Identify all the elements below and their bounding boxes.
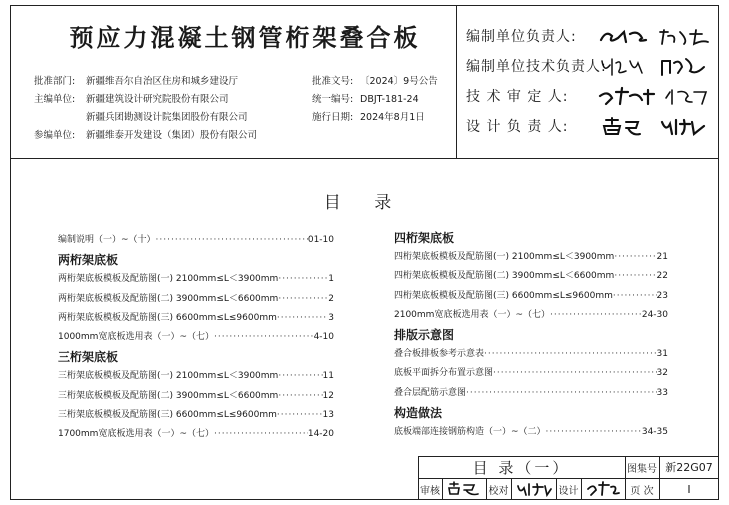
header-divider — [10, 158, 719, 159]
toc-entry[interactable] — [58, 309, 334, 328]
meta-left — [34, 73, 257, 145]
toc-entry-title: 底板端部连接钢筋构造（一）~（二） — [394, 427, 546, 438]
toc-leader-dots — [466, 384, 657, 403]
role-row — [466, 52, 716, 82]
toc-entry-title: 三桁架底板模板及配筋图(三) 6600mm≤L≤9600mm — [58, 410, 277, 421]
toc-entry[interactable] — [394, 423, 668, 442]
toc-page-number: 3 — [328, 312, 334, 323]
toc-leader-dots — [614, 248, 656, 267]
toc-leader-dots — [493, 364, 657, 383]
meta-row — [34, 73, 257, 91]
page-number: I — [687, 482, 691, 496]
toc-leader-dots — [156, 231, 308, 250]
design-label: 设计 — [558, 485, 579, 497]
signature-image — [515, 481, 553, 497]
toc-leader-dots — [214, 425, 308, 444]
toc-section-heading: 构造做法 — [394, 406, 443, 421]
review-label: 审核 — [420, 485, 440, 497]
signature-image — [598, 55, 716, 79]
toc-page-number: 13 — [322, 410, 334, 421]
signature-image — [598, 26, 716, 48]
toc-heading: 目 录 — [323, 193, 406, 213]
meta-row — [34, 91, 257, 109]
toc-section-heading: 排版示意图 — [394, 328, 455, 343]
toc-leader-dots — [214, 328, 314, 347]
toc-entry[interactable] — [394, 384, 668, 403]
title-block — [418, 456, 719, 500]
toc-entry[interactable] — [58, 290, 334, 309]
toc-leader-dots — [278, 270, 328, 289]
toc-page-number: 31 — [656, 349, 668, 360]
toc-entry[interactable] — [58, 231, 334, 250]
meta-value: 新疆建筑设计研究院股份有限公司 — [86, 94, 229, 105]
meta-label: 批准文号: — [312, 76, 354, 87]
meta-value: DBJT-181-24 — [360, 94, 419, 105]
signature-image — [598, 116, 716, 138]
toc-page-number: 21 — [656, 252, 668, 262]
role-row — [466, 22, 716, 52]
toc-leader-dots — [614, 267, 656, 286]
meta-row — [312, 91, 438, 109]
toc-leader-dots — [277, 309, 328, 328]
toc-page-number: 01-10 — [307, 235, 334, 245]
toc-section-heading: 三桁架底板 — [58, 350, 119, 365]
signature-image — [598, 86, 716, 108]
toc-leader-dots — [484, 345, 657, 364]
meta-value: 2024年8月1日 — [360, 112, 425, 123]
toc-entry-title: 四桁架底板模板及配筋图(一) 2100mm≤L＜3900mm — [394, 252, 615, 262]
toc-entry-title: 2100mm宽底板选用表（一）~（七） — [394, 309, 550, 320]
toc-entry[interactable] — [394, 345, 668, 364]
toc-entry-title: 两桁架底板模板及配筋图(二) 3900mm≤L＜6600mm — [58, 293, 279, 304]
toc-leader-dots — [613, 287, 657, 306]
meta-right — [312, 73, 438, 127]
toc-entry-title: 两桁架底板模板及配筋图(三) 6600mm≤L≤9600mm — [58, 312, 277, 323]
signature-image — [446, 481, 482, 497]
toc-page-number: 23 — [656, 290, 668, 301]
meta-label: 统一编号: — [312, 94, 354, 105]
atlas-label: 图集号 — [627, 463, 657, 475]
meta-row — [312, 109, 438, 127]
toc-entry[interactable] — [394, 287, 668, 306]
meta-label: 批准部门: — [34, 76, 76, 87]
meta-divider — [306, 70, 307, 148]
toc-entry-title: 编制说明（一）~（十） — [58, 235, 156, 245]
meta-row — [34, 127, 257, 145]
review-signature — [442, 478, 486, 500]
toc-entry[interactable] — [58, 367, 334, 386]
meta-row — [312, 73, 438, 91]
toc-page-number: 14-20 — [307, 429, 334, 440]
meta-row — [34, 109, 257, 127]
toc-entry[interactable] — [394, 248, 668, 267]
role-row — [466, 82, 716, 112]
meta-value: 新疆兵团勘测设计院集团股份有限公司 — [86, 112, 248, 123]
toc-right-column — [394, 228, 668, 442]
toc-left-column — [58, 231, 334, 445]
toc-entry-title: 1000mm宽底板选用表（一）~（七） — [58, 332, 214, 343]
toc-entry-title: 底板平面拆分布置示意图 — [394, 368, 494, 379]
toc-entry-title: 叠合板排板参考示意表 — [394, 349, 485, 360]
role-label: 技 术 审 定 人: — [466, 89, 569, 105]
toc-section-heading: 两桁架底板 — [58, 253, 119, 268]
toc-page-number: 12 — [322, 390, 334, 401]
toc-entry[interactable] — [58, 328, 334, 347]
meta-label: 主编单位: — [34, 94, 76, 105]
page-label: 页 次 — [630, 485, 654, 497]
meta-value: 〔2024〕9号公告 — [360, 76, 438, 87]
meta-label: 参编单位: — [34, 130, 76, 141]
document-title: 预应力混凝土钢管桁架叠合板 — [69, 24, 421, 52]
toc-entry-title: 叠合层配筋示意图 — [394, 387, 467, 398]
toc-entry[interactable] — [58, 425, 334, 444]
toc-page-number: 1 — [328, 274, 334, 285]
toc-section-heading: 四桁架底板 — [394, 231, 455, 245]
toc-leader-dots — [278, 387, 322, 406]
role-row — [466, 112, 716, 142]
toc-entry-title: 四桁架底板模板及配筋图(二) 3900mm≤L＜6600mm — [394, 271, 615, 282]
toc-entry[interactable] — [58, 387, 334, 406]
toc-page-number: 22 — [656, 271, 668, 282]
toc-entry-title: 四桁架底板模板及配筋图(三) 6600mm≤L≤9600mm — [394, 290, 613, 301]
toc-page-number: 34-35 — [641, 427, 668, 438]
signature-image — [585, 481, 621, 497]
toc-page-number: 24-30 — [641, 309, 668, 320]
toc-leader-dots — [277, 406, 323, 425]
meta-value: 新疆维吾尔自治区住房和城乡建设厅 — [86, 76, 239, 87]
check-label: 校对 — [488, 485, 509, 497]
meta-value: 新疆维泰开发建设（集团）股份有限公司 — [86, 130, 258, 141]
sheet-name: 目 录（一） — [472, 458, 571, 477]
header-vertical-divider — [456, 5, 457, 158]
toc-entry-title: 1700mm宽底板选用表（一）~（七） — [58, 429, 214, 440]
toc-page-number: 11 — [322, 371, 334, 382]
toc-entry[interactable] — [58, 406, 334, 425]
design-signature — [581, 478, 625, 500]
toc-page-number: 32 — [656, 368, 668, 379]
toc-leader-dots — [550, 306, 642, 325]
meta-label: 施行日期: — [312, 112, 354, 123]
toc-entry[interactable] — [394, 364, 668, 383]
toc-leader-dots — [278, 367, 322, 386]
role-label: 编制单位技术负责人: — [466, 59, 607, 75]
toc-page-number: 33 — [656, 387, 668, 398]
role-label: 编制单位负责人: — [466, 29, 577, 45]
responsible-persons — [466, 22, 716, 142]
toc-page-number: 2 — [328, 293, 334, 304]
toc-entry[interactable] — [58, 270, 334, 289]
toc-entry-title: 三桁架底板模板及配筋图(一) 2100mm≤L＜3900mm — [58, 371, 279, 382]
role-label: 设 计 负 责 人: — [466, 119, 569, 135]
toc-page-number: 4-10 — [313, 332, 334, 343]
toc-entry[interactable] — [394, 306, 668, 325]
toc-leader-dots — [278, 290, 328, 309]
toc-entry-title: 两桁架底板模板及配筋图(一) 2100mm≤L＜3900mm — [58, 274, 279, 285]
toc-entry[interactable] — [394, 267, 668, 286]
toc-entry-title: 三桁架底板模板及配筋图(二) 3900mm≤L＜6600mm — [58, 390, 279, 401]
toc-leader-dots — [546, 423, 642, 442]
check-signature — [511, 478, 556, 500]
atlas-number: 新22G07 — [665, 461, 713, 474]
